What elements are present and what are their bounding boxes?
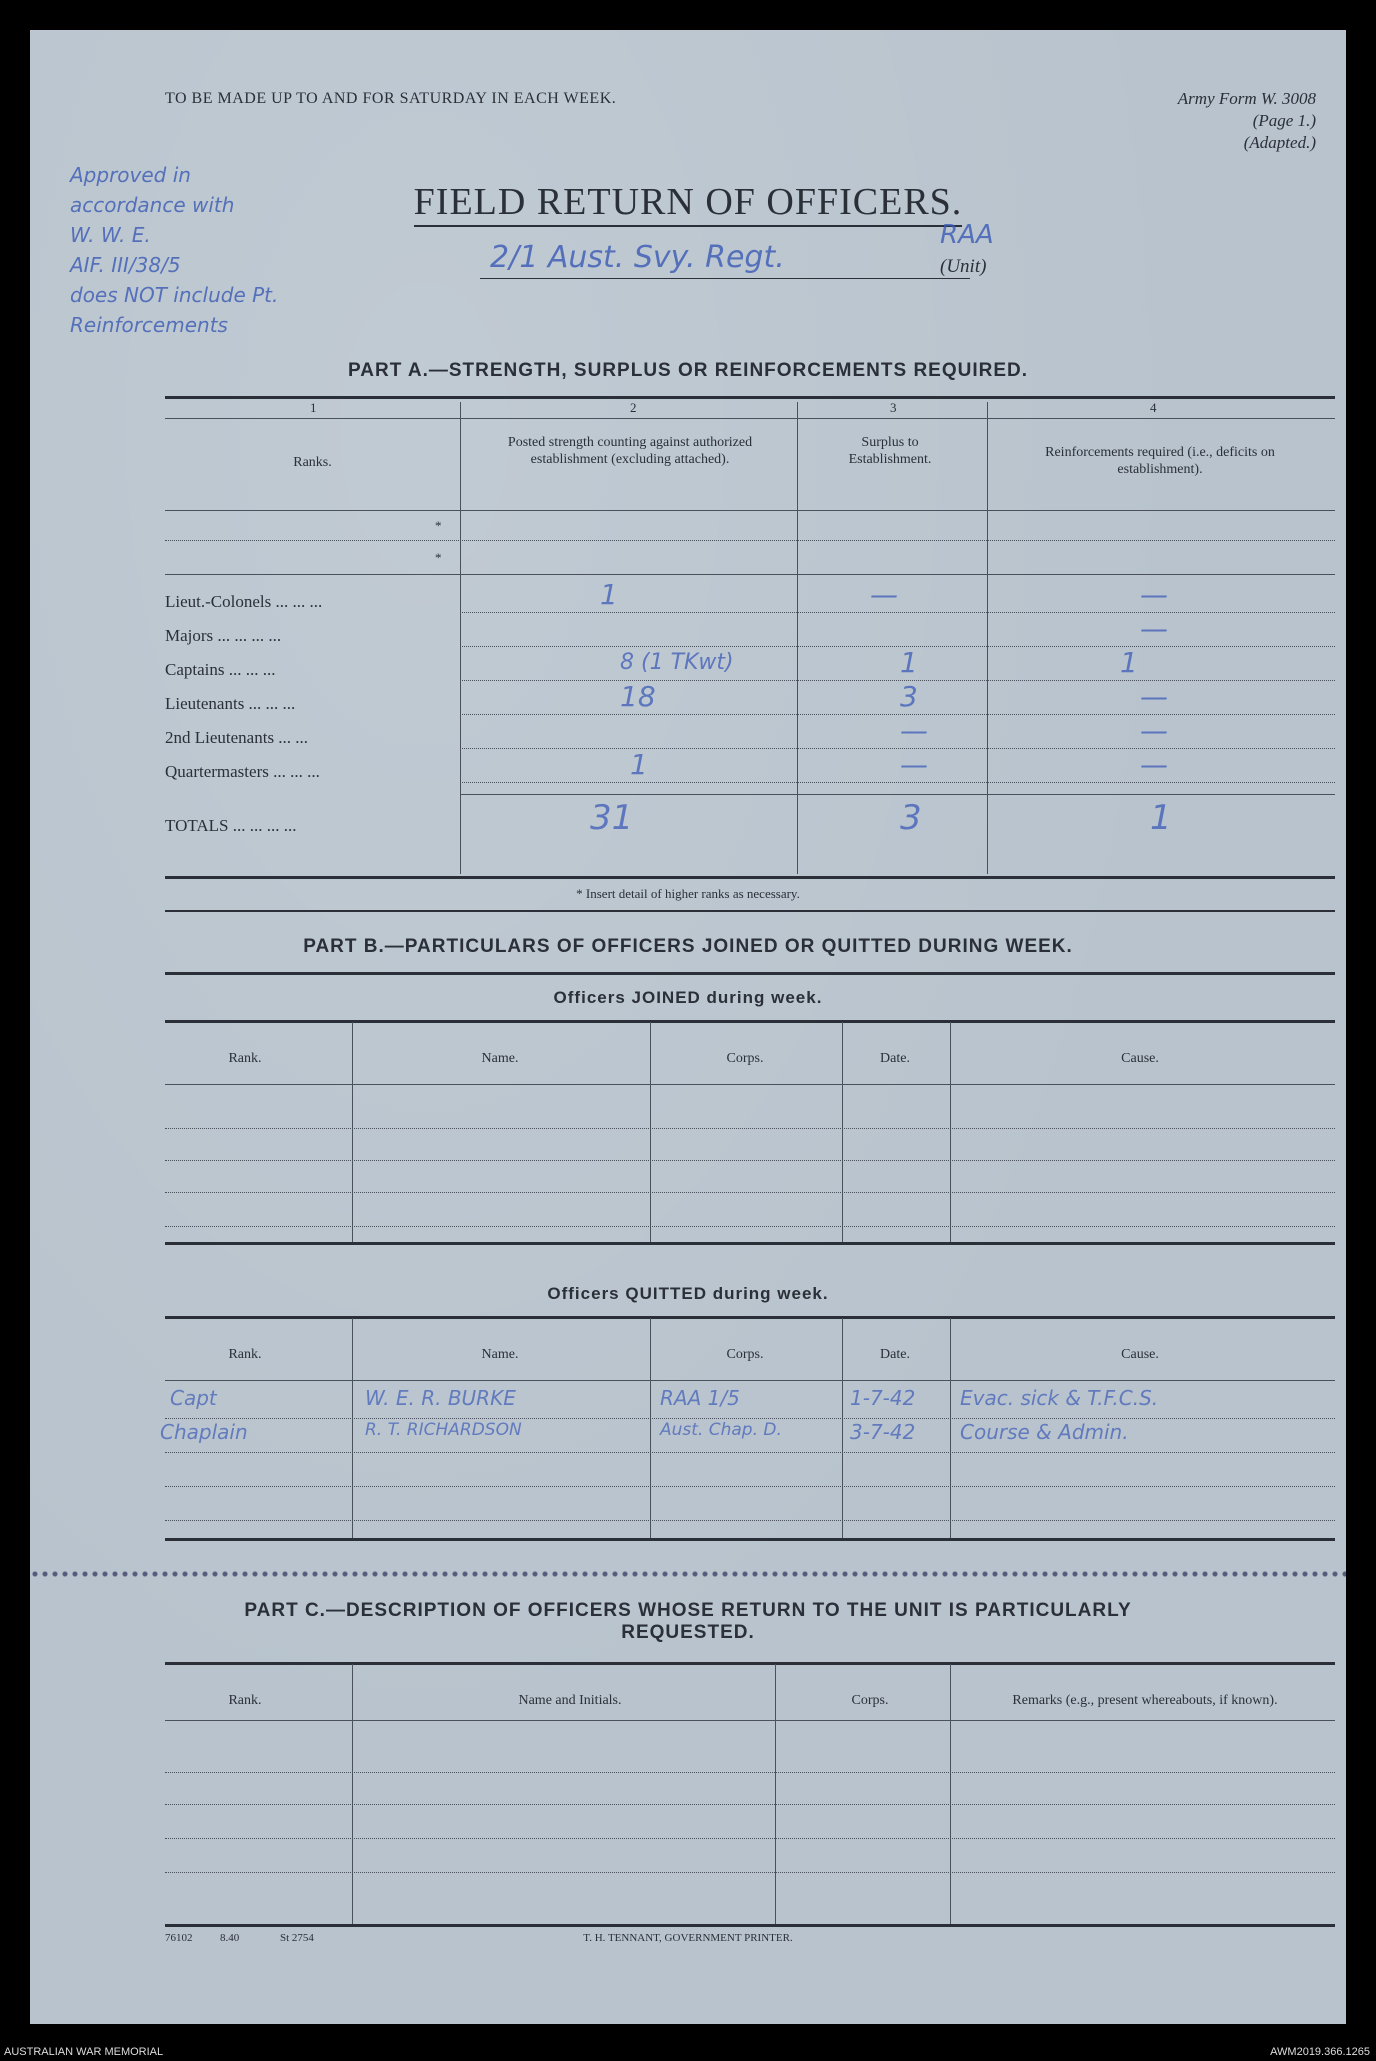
totals-label: TOTALS ... ... ... ...: [165, 816, 297, 835]
form-reference: [1178, 88, 1316, 154]
part-c-row-rule: [165, 1804, 1335, 1805]
joined-row-rule: [165, 1226, 1335, 1227]
imprint-code-1: 76102: [165, 1932, 193, 1944]
rank-quartermasters: Quartermasters ... ... ...: [165, 762, 320, 781]
header-ranks: Ranks.: [293, 455, 332, 470]
part-c-col-name: Name and Initials.: [518, 1693, 622, 1708]
part-a-vline: [987, 402, 988, 874]
quitted-cause-2: Course & Admin.: [960, 1420, 1129, 1444]
quitted-name-2: R. T. RICHARDSON: [365, 1420, 522, 1440]
posted-lieut-colonels: 1: [600, 578, 618, 611]
unit-handwritten-extra: RAA: [940, 220, 994, 250]
rank-lieutenants: Lieutenants ... ... ...: [165, 694, 296, 713]
joined-col-rank: Rank.: [228, 1051, 262, 1066]
quitted-corps-2: Aust. Chap. D.: [660, 1420, 782, 1440]
part-c-title-line1: PART C.—DESCRIPTION OF OFFICERS WHOSE RETURN TO THE UNIT IS PARTICULARLY: [244, 1600, 1132, 1621]
quitted-cause-1: Evac. sick & T.F.C.S.: [960, 1386, 1159, 1410]
form-adapted: (Adapted.): [1243, 133, 1316, 152]
header-surplus: Surplus to Establishment.: [848, 435, 932, 467]
reinf-quartermasters: —: [1140, 748, 1168, 781]
part-a-vline: [460, 402, 461, 874]
quitted-row-rule: [165, 1486, 1335, 1487]
margin-note-line: W. W. E.: [70, 223, 151, 247]
imprint-code-2: 8.40: [220, 1932, 240, 1944]
margin-note-line: Reinforcements: [70, 313, 228, 337]
surplus-lieut-colonels: —: [870, 578, 898, 611]
part-c-row-rule: [165, 1838, 1335, 1839]
margin-note-line: Approved in: [70, 163, 191, 187]
star-row-marker: *: [435, 550, 442, 565]
quitted-title: Officers QUITTED during week.: [547, 1284, 829, 1303]
archive-credit: AUSTRALIAN WAR MEMORIAL: [4, 2046, 164, 2058]
part-b-top-rule: [165, 972, 1335, 975]
row-rule: [460, 612, 1335, 613]
quitted-col-corps: Corps.: [726, 1347, 764, 1362]
part-c-col-rank: Rank.: [228, 1693, 262, 1708]
quitted-row-rule: [165, 1452, 1335, 1453]
quitted-header-rule: [165, 1380, 1335, 1381]
quitted-vline: [842, 1318, 843, 1540]
form-page: (Page 1.): [1252, 111, 1316, 130]
row-rule: [165, 540, 1335, 541]
quitted-top-rule: [165, 1316, 1335, 1319]
rank-majors: Majors ... ... ... ...: [165, 626, 282, 645]
quitted-rank-1: Capt: [170, 1386, 217, 1410]
row-rule: [460, 748, 1335, 749]
part-c-row-rule: [165, 1772, 1335, 1773]
reinf-lieut-colonels: —: [1140, 578, 1168, 611]
rank-lieut-colonels: Lieut.-Colonels ... ... ...: [165, 592, 323, 611]
quitted-bottom-rule: [165, 1538, 1335, 1541]
quitted-vline: [950, 1318, 951, 1540]
unit-label: (Unit): [940, 256, 987, 277]
form-title: [30, 180, 1346, 224]
joined-header-rule: [165, 1084, 1335, 1085]
part-a-end-rule: [165, 910, 1335, 912]
imprint-code-3: St 2754: [280, 1932, 314, 1944]
quitted-vline: [352, 1318, 353, 1540]
reinf-lieutenants: —: [1140, 680, 1168, 713]
form-number: Army Form W. 3008: [1177, 89, 1316, 108]
joined-bottom-rule: [165, 1242, 1335, 1245]
government-printer: T. H. TENNANT, GOVERNMENT PRINTER.: [583, 1932, 793, 1944]
joined-vline: [650, 1022, 651, 1242]
part-c-vline: [950, 1664, 951, 1926]
quitted-name-1: W. E. R. BURKE: [365, 1386, 516, 1410]
rank-2nd-lieutenants: 2nd Lieutenants ... ...: [165, 728, 309, 747]
form-title-text: FIELD RETURN OF OFFICERS.: [414, 181, 963, 227]
row-rule: [460, 782, 1335, 783]
reinf-captains: 1: [1120, 646, 1138, 679]
part-a-footnote: * Insert detail of higher ranks as necessary.: [576, 886, 800, 901]
posted-captains: 8 (1 TKwt): [620, 650, 734, 675]
joined-row-rule: [165, 1160, 1335, 1161]
header-reinforcements: Reinforcements required (i.e., deficits on establishment).: [1045, 445, 1275, 477]
joined-col-name: Name.: [481, 1051, 519, 1066]
part-b-title: PART B.—PARTICULARS OF OFFICERS JOINED OR QUITTED DURING WEEK.: [303, 936, 1073, 957]
surplus-quartermasters: —: [900, 748, 928, 781]
part-a-bottom-rule: [165, 876, 1335, 879]
joined-vline: [842, 1022, 843, 1242]
col-num-4: 4: [1150, 400, 1157, 415]
total-posted: 31: [590, 798, 634, 838]
part-a-title: PART A.—STRENGTH, SURPLUS OR REINFORCEMENTS REQUIRED.: [347, 360, 1029, 381]
posted-quartermasters: 1: [630, 748, 648, 781]
surplus-lieutenants: 3: [900, 680, 918, 713]
part-c-col-corps: Corps.: [851, 1693, 889, 1708]
reinf-majors: —: [1140, 612, 1168, 645]
row-rule: [460, 646, 1335, 647]
unit-handwritten: 2/1 Aust. Svy. Regt.: [490, 240, 785, 275]
part-c-row-rule: [165, 1872, 1335, 1873]
quitted-col-name: Name.: [481, 1347, 519, 1362]
quitted-col-cause: Cause.: [1121, 1347, 1159, 1362]
margin-note-line: AIF. III/38/5: [70, 253, 181, 277]
row-rule: [165, 574, 1335, 575]
quitted-col-date: Date.: [880, 1347, 910, 1362]
part-c-vline: [775, 1664, 776, 1926]
part-a-top-rule: [165, 396, 1335, 399]
joined-top-rule: [165, 1020, 1335, 1023]
quitted-col-rank: Rank.: [228, 1347, 262, 1362]
margin-note-line: does NOT include Pt.: [70, 283, 279, 307]
quitted-row-rule: [165, 1520, 1335, 1521]
quitted-date-2: 3-7-42: [850, 1420, 916, 1444]
col-num-2: 2: [630, 400, 637, 415]
surplus-captains: 1: [900, 646, 918, 679]
quitted-row-rule: [165, 1418, 1335, 1419]
quitted-rank-2: Chaplain: [160, 1420, 248, 1444]
total-reinforcements: 1: [1150, 798, 1172, 838]
col-num-1: 1: [310, 400, 317, 415]
part-c-bottom-rule: [165, 1924, 1335, 1927]
part-a-num-rule: [165, 418, 1335, 419]
joined-vline: [950, 1022, 951, 1242]
reinf-2nd-lieutenants: —: [1140, 714, 1168, 747]
surplus-2nd-lieutenants: —: [900, 714, 928, 747]
joined-vline: [352, 1022, 353, 1242]
part-c-col-remarks: Remarks (e.g., present whereabouts, if known).: [1012, 1693, 1278, 1708]
joined-col-date: Date.: [880, 1051, 910, 1066]
form-sheet: [30, 30, 1346, 2024]
joined-row-rule: [165, 1192, 1335, 1193]
col-num-3: 3: [890, 400, 897, 415]
joined-row-rule: [165, 1128, 1335, 1129]
weekly-instruction: TO BE MADE UP TO AND FOR SATURDAY IN EACH WEEK.: [165, 90, 617, 107]
row-rule: [460, 794, 1335, 795]
star-row-marker: *: [435, 518, 442, 533]
header-posted: Posted strength counting against authorized establishment (excluding attached).: [507, 435, 753, 467]
unit-line: [480, 278, 970, 279]
part-c-vline: [352, 1664, 353, 1926]
perforation: [30, 1570, 1346, 1578]
part-a-header-rule: [165, 510, 1335, 511]
quitted-date-1: 1-7-42: [850, 1386, 916, 1410]
quitted-corps-1: RAA 1/5: [660, 1386, 740, 1410]
part-c-header-rule: [165, 1720, 1335, 1721]
total-surplus: 3: [900, 798, 922, 838]
joined-title: Officers JOINED during week.: [553, 988, 823, 1007]
row-rule: [460, 680, 1335, 681]
quitted-vline: [650, 1318, 651, 1540]
rank-captains: Captains ... ... ...: [165, 660, 276, 679]
joined-col-cause: Cause.: [1121, 1051, 1159, 1066]
part-c-top-rule: [165, 1662, 1335, 1665]
part-a-vline: [797, 402, 798, 874]
archive-id: AWM2019.366.1265: [1270, 2046, 1370, 2058]
margin-note-line: accordance with: [70, 193, 235, 217]
joined-col-corps: Corps.: [726, 1051, 764, 1066]
row-rule: [460, 714, 1335, 715]
part-c-title-line2: REQUESTED.: [621, 1622, 755, 1643]
posted-lieutenants: 18: [620, 680, 656, 713]
